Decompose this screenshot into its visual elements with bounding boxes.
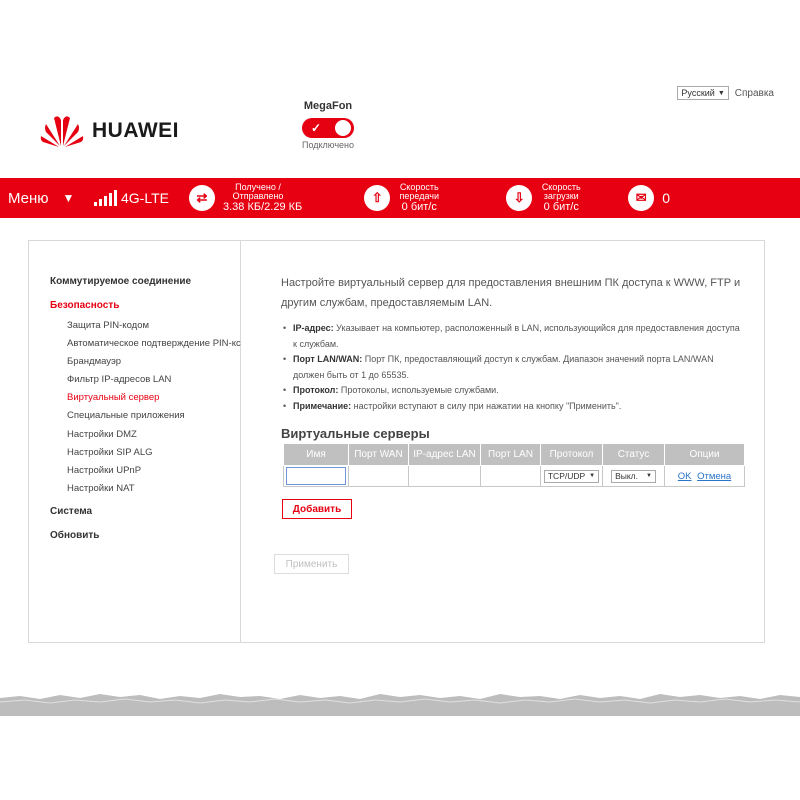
download-arrow-icon: ⇩ [506, 185, 532, 211]
bullet-text: Порт ПК, предоставляющий доступ к службам. Диапазон значений порта LAN/WAN должен быть от 1 до 65535. [293, 354, 714, 380]
sidebar-item-special-apps[interactable]: Специальные приложения [67, 410, 185, 421]
menu-label: Меню [8, 189, 49, 207]
sidebar-item-sip-alg[interactable]: Настройки SIP ALG [67, 447, 153, 458]
column-header-wan-port: Порт WAN [349, 444, 409, 466]
section-title: Виртуальные серверы [281, 426, 430, 441]
column-header-options: Опции [665, 444, 745, 466]
message-count: 0 [662, 190, 671, 206]
info-list [281, 321, 746, 414]
column-header-status: Статус [603, 444, 665, 466]
column-header-protocol: Протокол [541, 444, 603, 466]
connection-toggle[interactable] [302, 118, 354, 138]
messages-stat[interactable] [628, 185, 670, 211]
protocol-select[interactable] [544, 470, 599, 483]
sidebar-item-pin-protection[interactable]: Защита PIN-кодом [67, 320, 150, 331]
bullet-term: Примечание: [293, 400, 352, 411]
status-select[interactable] [611, 470, 656, 483]
download-stat [506, 183, 584, 213]
status-value: Выкл. [615, 471, 638, 481]
connection-status: Подключено [301, 140, 355, 150]
traffic-label: Получено / Отправлено [232, 182, 284, 201]
sidebar-section-update[interactable]: Обновить [50, 530, 100, 541]
traffic-text [223, 183, 302, 213]
bullet-text: Указывает на компьютер, расположенный в LAN, использующийся для предоставления доступа к службам. [293, 323, 740, 349]
column-header-name: Имя [284, 444, 349, 466]
column-header-lan-port: Порт LAN [481, 444, 541, 466]
list-item [281, 352, 746, 383]
download-label: Скорость загрузки [541, 182, 581, 201]
chevron-down-icon: ▼ [645, 473, 652, 479]
sidebar-section-dialup[interactable]: Коммутируемое соединение [50, 276, 192, 287]
table-header-row [284, 444, 745, 466]
content-panel [28, 240, 765, 643]
status-bar [0, 178, 800, 218]
bullet-text: настройки вступают в силу при нажатии на кнопку "Применить". [353, 400, 622, 411]
sidebar-item-ip-filter[interactable]: Фильтр IP-адресов LAN [67, 374, 172, 385]
signal-strength-icon [94, 190, 117, 206]
sidebar-item-virtual-server[interactable]: Виртуальный сервер [67, 392, 160, 403]
protocol-cell [541, 466, 603, 487]
transfer-arrows-icon: ⇄ [189, 185, 215, 211]
cancel-link[interactable]: Отмена [697, 470, 732, 482]
language-value: Русский [681, 88, 715, 98]
bullet-term: Порт LAN/WAN: [293, 354, 363, 364]
sidebar-section-security[interactable]: Безопасность [50, 300, 120, 311]
network-type: 4G-LTE [121, 190, 169, 206]
list-item [281, 383, 746, 399]
wan-port-cell[interactable] [349, 466, 409, 487]
table-row [284, 466, 745, 487]
envelope-icon: ✉ [628, 185, 654, 211]
sidebar-item-nat[interactable]: Настройки NAT [67, 483, 135, 494]
upload-value: 0 бит/с [401, 201, 437, 213]
help-link[interactable]: Справка [734, 87, 774, 99]
language-select[interactable] [677, 86, 728, 100]
intro-text: Настройте виртуальный сервер для предоставления внешним ПК доступа к WWW, FTP и другим службам, предоставляемым LAN. [281, 277, 741, 309]
toggle-knob [335, 120, 351, 136]
list-item [281, 321, 746, 352]
upload-arrow-icon: ⇧ [364, 185, 390, 211]
name-input[interactable] [286, 467, 346, 485]
list-item [281, 399, 746, 415]
chevron-down-icon: ▼ [717, 89, 725, 97]
ok-link[interactable]: OK [677, 470, 692, 482]
operator-block [298, 100, 358, 150]
bullet-term: IP-адрес: [293, 323, 334, 333]
sidebar-item-firewall[interactable]: Брандмауэр [67, 356, 122, 367]
add-button[interactable]: Добавить [282, 499, 352, 519]
sidebar [29, 241, 241, 642]
sidebar-item-dmz[interactable]: Настройки DMZ [67, 429, 137, 440]
bullet-text: Протоколы, используемые службами. [340, 385, 499, 395]
download-text [538, 183, 584, 213]
huawei-logo [40, 114, 179, 148]
triangle-down-icon: ▼ [62, 191, 75, 205]
chevron-down-icon: ▼ [589, 473, 596, 479]
download-value: 0 бит/с [543, 201, 579, 213]
lan-port-cell[interactable] [481, 466, 541, 487]
status-cell [603, 466, 665, 487]
sidebar-item-auto-pin[interactable]: Автоматическое подтверждение PIN-кс [67, 338, 241, 349]
torn-edge-decoration [0, 688, 800, 716]
menu-button[interactable] [0, 190, 90, 207]
name-cell [284, 466, 349, 487]
top-right-controls [677, 86, 774, 100]
traffic-stat [189, 183, 302, 213]
column-header-lan-ip: IP-адрес LAN [409, 444, 481, 466]
sidebar-section-system[interactable]: Система [50, 506, 93, 517]
operator-name: MegaFon [303, 100, 353, 112]
traffic-value: 3.38 КБ/2.29 КБ [223, 201, 303, 213]
apply-button[interactable]: Применить [274, 554, 349, 574]
bullet-term: Протокол: [293, 385, 339, 395]
sidebar-item-upnp[interactable]: Настройки UPnP [67, 465, 142, 476]
protocol-value: TCP/UDP [547, 471, 586, 481]
upload-label: Скорость передачи [399, 182, 439, 201]
upload-text [396, 183, 442, 213]
logo-text: HUAWEI [92, 119, 179, 142]
lan-ip-cell[interactable] [409, 466, 481, 487]
upload-stat [364, 183, 442, 213]
huawei-flower-icon [40, 114, 84, 148]
options-cell [665, 466, 745, 487]
check-icon: ✓ [311, 121, 322, 135]
virtual-servers-table [283, 443, 745, 487]
